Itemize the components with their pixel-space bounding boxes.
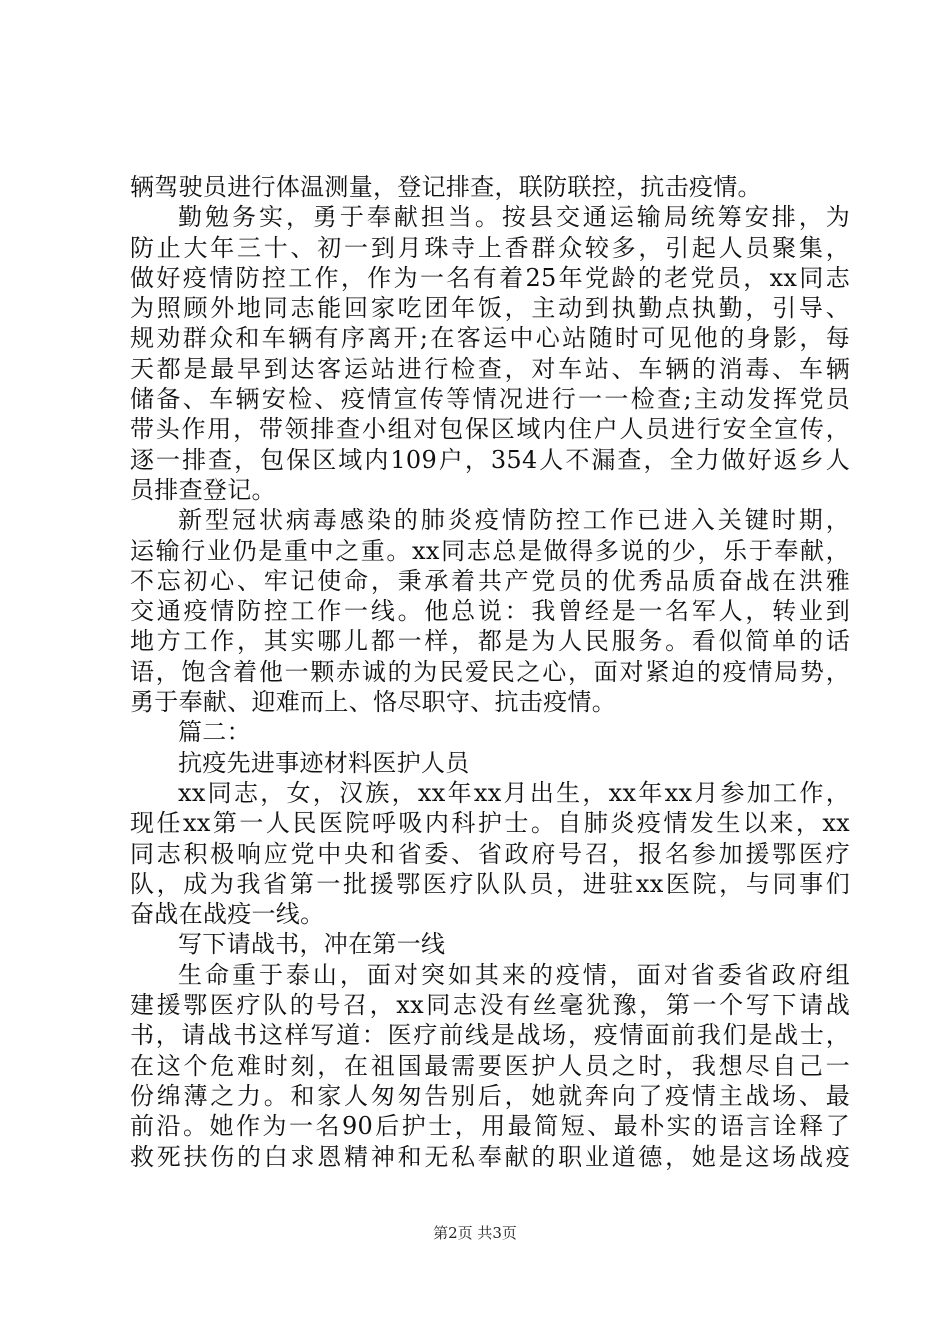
text-line: 救死扶伤的白求恩精神和无私奉献的职业道德，她是这场战疫 — [130, 1142, 850, 1171]
text-line: 规劝群众和车辆有序离开;在客运中心站随时可见他的身影，每 — [130, 324, 850, 353]
text-line: 员排查登记。 — [130, 475, 276, 504]
text-line: 前沿。她作为一名90后护士，用最简短、最朴实的语言诠释了 — [130, 1112, 850, 1141]
text-line: 不忘初心、牢记使命，秉承着共产党员的优秀品质奋战在洪雅 — [130, 566, 850, 595]
text-line: xx同志，女，汉族，xx年xx月出生，xx年xx月参加工作， — [178, 778, 850, 807]
text-line: 新型冠状病毒感染的肺炎疫情防控工作已进入关键时期， — [178, 506, 850, 535]
text-line: 语，饱含着他一颗赤诚的为民爱民之心，面对紧迫的疫情局势， — [130, 657, 850, 686]
text-line: 地方工作，其实哪儿都一样，都是为人民服务。看似简单的话 — [130, 627, 850, 656]
text-line: 交通疫情防控工作一线。他总说：我曾经是一名军人，转业到 — [130, 597, 850, 626]
text-line: 防止大年三十、初一到月珠寺上香群众较多，引起人员聚集， — [130, 233, 850, 262]
text-line: 生命重于泰山，面对突如其来的疫情，面对省委省政府组 — [178, 960, 850, 989]
text-line: 现任xx第一人民医院呼吸内科护士。自肺炎疫情发生以来，xx — [130, 809, 850, 838]
text-line: 奋战在战疫一线。 — [130, 900, 325, 929]
text-line: 储备、车辆安检、疫情宣传等情况进行一一检查;主动发挥党员 — [130, 385, 850, 414]
text-line: 书，请战书这样写道：医疗前线是战场，疫情面前我们是战士， — [130, 1021, 850, 1050]
text-line: 同志积极响应党中央和省委、省政府号召，报名参加援鄂医疗 — [130, 839, 850, 868]
text-line: 勤勉务实，勇于奉献担当。按县交通运输局统筹安排，为 — [178, 203, 850, 232]
text-line: 为照顾外地同志能回家吃团年饭，主动到执勤点执勤，引导、 — [130, 294, 850, 323]
text-line: 篇二： — [178, 718, 251, 747]
text-line: 队，成为我省第一批援鄂医疗队队员，进驻xx医院，与同事们 — [130, 869, 850, 898]
document-body — [130, 172, 850, 1172]
text-line: 带头作用，带领排查小组对包保区域内住户人员进行安全宣传， — [130, 415, 850, 444]
text-line: 天都是最早到达客运站进行检查，对车站、车辆的消毒、车辆 — [130, 354, 850, 383]
text-line: 运输行业仍是重中之重。xx同志总是做得多说的少，乐于奉献， — [130, 536, 850, 565]
text-line: 抗疫先进事迹材料医护人员 — [178, 748, 470, 777]
text-line: 在这个危难时刻，在祖国最需要医护人员之时，我想尽自己一 — [130, 1051, 850, 1080]
text-line: 做好疫情防控工作，作为一名有着25年党龄的老党员，xx同志 — [130, 263, 850, 292]
text-line: 逐一排查，包保区域内109户，354人不漏查，全力做好返乡人 — [130, 445, 850, 474]
text-line: 份绵薄之力。和家人匆匆告别后，她就奔向了疫情主战场、最 — [130, 1081, 850, 1110]
text-line: 写下请战书，冲在第一线 — [178, 930, 446, 959]
page-footer: 第2页 共3页 — [433, 1224, 517, 1242]
text-line: 辆驾驶员进行体温测量，登记排查，联防联控，抗击疫情。 — [130, 173, 762, 201]
text-line: 勇于奉献、迎难而上、恪尽职守、抗击疫情。 — [130, 688, 616, 717]
text-line: 建援鄂医疗队的号召，xx同志没有丝毫犹豫，第一个写下请战 — [130, 991, 850, 1020]
